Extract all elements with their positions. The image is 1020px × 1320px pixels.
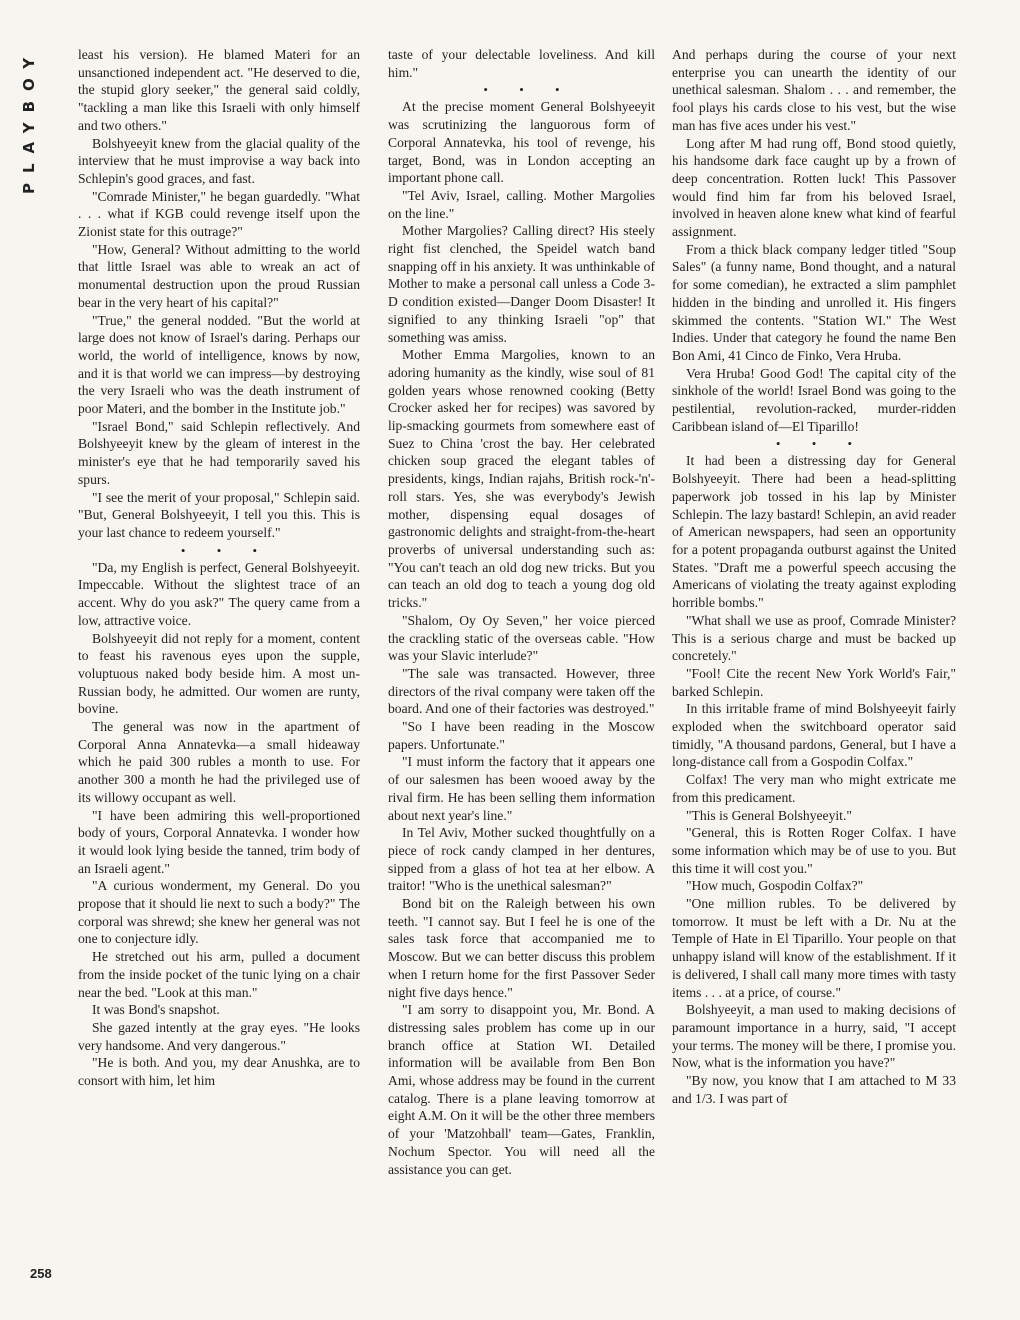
article-paragraph: She gazed intently at the gray eyes. "He looks very handsome. And very dangerous.": [78, 1019, 360, 1053]
article-column-2: [388, 46, 655, 1286]
article-paragraph: "The sale was transacted. However, three directors of the rival company were taken off the board. And one of their factories was destroyed.": [388, 665, 655, 717]
article-paragraph: "How, General? Without admitting to the world that little Israel was able to wreak an act of monumental destruction upon the proud Russian bear in the very heart of his capital?": [78, 241, 360, 310]
article-paragraph: Long after M had rung off, Bond stood quietly, his handsome dark face caught up by a frown of deep concentration. Rotten luck! This Passover would find him far from his beloved Israel, involved in heaven alone knew what kind of fearful assignment.: [672, 135, 956, 240]
article-paragraph: "I have been admiring this well-proportioned body of yours, Corporal Annatevka. I wonder how it would look lying beside the tanned, trim body of an Israeli agent.": [78, 807, 360, 876]
article-paragraph: "General, this is Rotten Roger Colfax. I have some information which may be of use to you. But this time it will cost you.": [672, 825, 956, 876]
article-paragraph: "True," the general nodded. "But the world at large does not know of Israel's daring. Perhaps our world, the world of intelligence, knows by now, and it is that world we can impress—by destroying the very Israeli who was the death instrument of poor Materi, and the bomber in the Institute job.": [78, 312, 360, 417]
section-break: • • •: [483, 82, 574, 98]
section-break: • • •: [180, 542, 272, 558]
article-paragraph: Mother Margolies? Calling direct? His steely right fist clenched, the Speidel watch band snapping off in his anxiety. It was unthinkable of Mother to make a personal call unless a Code 3-D condition existed—Danger Doom Disaster! It signified to any thinking Israeli "op" that something was amiss.: [388, 223, 655, 345]
article-paragraph: "Fool! Cite the recent New York World's Fair," barked Schlepin.: [672, 665, 956, 699]
article-paragraph: "One million rubles. To be delivered by tomorrow. It must be left with a Dr. Nu at the Temple of Hate in El Tiparillo. Your people on that unhappy island will know of the establishment. If it is delivered, I shall call many more times with tasty items . . . at a price, of course.": [672, 896, 956, 1000]
article-paragraph: At the precise moment General Bolshyeeyit was scrutinizing the languorous form of Corporal Annatevka, his tool of revenge, his target, Bond, was in London accepting an important phone call.: [388, 99, 655, 186]
article-paragraph: Bolshyeeyit knew from the glacial quality of the interview that he must improvise a way back into Schlepin's good graces, and fast.: [78, 135, 360, 186]
article-column-1: [78, 46, 360, 1286]
article-paragraph: "Da, my English is perfect, General Bolshyeeyit. Impeccable. Without the slightest trace of an accent. Why do you ask?" The query came from a low, attractive voice.: [78, 559, 360, 628]
section-break: • • •: [775, 436, 867, 452]
article-paragraph: The general was now in the apartment of Corporal Anna Annatevka—a small hideaway which he paid 300 rubles a month to use. For another 300 a month he had the privileged use of its willowy occupant as well.: [78, 719, 360, 805]
article-paragraph: "This is General Bolshyeeyit.": [686, 807, 852, 823]
article-paragraph: "So I have been reading in the Moscow papers. Unfortunate.": [388, 719, 655, 752]
article-paragraph: In this irritable frame of mind Bolshyeeyit fairly exploded when the switchboard operator said timidly, "A thousand pardons, General, but I have a long-distance call from a Gospodin Colfax.": [672, 701, 956, 770]
article-paragraph: "A curious wonderment, my General. Do you propose that it should lie next to such a body?" The corporal was shrewd; she knew her general was not one to conjecture idly.: [78, 878, 360, 947]
article-paragraph: Bond bit on the Raleigh between his own teeth. "I cannot say. But I feel he is one of the sales task force that accompanied me to Moscow. But we can better discuss this problem when I return home for the first Passover Seder night five days hence.": [388, 896, 655, 1000]
article-paragraph: "How much, Gospodin Colfax?": [686, 878, 864, 894]
page-number: 258: [30, 1266, 52, 1281]
article-paragraph: "He is both. And you, my dear Anushka, are to consort with him, let him: [78, 1055, 360, 1089]
article-paragraph: "Tel Aviv, Israel, calling. Mother Margolies on the line.": [388, 187, 655, 221]
article-paragraph: Bolshyeeyit, a man used to making decisions of paramount importance in a hurry, said, "I accept your terms. The money will be there, I promise you. Now, what is the information you have?": [672, 1002, 956, 1071]
article-paragraph: Bolshyeeyit did not reply for a moment, content to feast his ravenous eyes upon the supple, voluptuous naked body beside him. A most un-Russian body, he admitted. Our women are runty, bovine.: [78, 630, 360, 717]
article-paragraph: "I am sorry to disappoint you, Mr. Bond. A distressing sales problem has come up in our branch office at Station WI. Detailed information will be available from Ben Bon Ami, whose address may be found in the current catalog. There is a plane leaving tomorrow at eight A.M. On it will be the other three members of your 'Matzohball' team—Gates, Franklin, Nochum Spector. You will need all the assistance you can get.: [388, 1002, 655, 1177]
article-paragraph: taste of your delectable loveliness. And kill him.": [388, 47, 655, 80]
article-paragraph: It had been a distressing day for General Bolshyeeyit. There had been a head-splitting paperwork job tossed in his lap by Minister Schlepin. The lazy bastard! Schlepin, an avid reader of American newspapers, had seen an opportunity for a potent propaganda outburst against the United States. "Draft me a powerful speech accusing the Americans of violating the treaty against exploding horrible bombs.": [672, 453, 956, 611]
article-paragraph: "I see the merit of your proposal," Schlepin said. "But, General Bolshyeeyit, I tell you this. This is your last chance to redeem yourself.": [78, 489, 360, 540]
article-paragraph: "Israel Bond," said Schlepin reflectively. And Bolshyeeyit knew by the gleam of interest in the minister's eye that he had temporarily saved his spurs.: [78, 418, 360, 487]
article-paragraph: Mother Emma Margolies, known to an adoring humanity as the kindly, wise soul of 81 golden years whose renowned cooking (Betty Crocker asked her for recipes) was savored by lip-smacking gourmets from somewhere east of Suez to China 'crost the bay. Her celebrated chicken soup graced the elegant tables of presidents, kings, Indian rajahs, British rock-'n'-roll stars. Yes, she was everybody's Jewish mother, dispensing equal dosages of gastronomic delights and straight-from-the-heart proverbs of universal understanding such as: "You can't teach an old dog new tricks. But you can teach an old dog to teach a young dog old tricks.": [388, 347, 655, 611]
article-paragraph: Colfax! The very man who might extricate me from this predicament.: [672, 772, 956, 805]
article-paragraph: least his version). He blamed Materi for an unsanctioned independent act. "He deserved to die, the stupid glory seeker," the general said coldly, "tackling a man like this Israeli with only himself and two others.": [78, 47, 360, 133]
article-paragraph: "Shalom, Oy Oy Seven," her voice pierced the crackling static of the overseas cable. "How was your Slavic interlude?": [388, 612, 655, 664]
article-paragraph: "Comrade Minister," he began guardedly. "What . . . what if KGB could revenge itself upon the Zionist state for this outrage?": [78, 188, 360, 240]
article-paragraph: Vera Hruba! Good God! The capital city of the sinkhole of the world! Israel Bond was going to the pestilential, revolution-racked, murder-ridden Caribbean island of—El Tiparillo!: [672, 365, 956, 434]
article-paragraph: In Tel Aviv, Mother sucked thoughtfully on a piece of rock candy clamped in her dentures, sipped from a glass of hot tea at her elbow. A traitor! "Who is the unethical salesman?": [388, 825, 655, 894]
article-paragraph: "What shall we use as proof, Comrade Minister? This is a serious charge and must be backed up concretely.": [672, 612, 956, 664]
article-column-3: [672, 46, 956, 1286]
article-paragraph: From a thick black company ledger titled "Soup Sales" (a funny name, Bond thought, and a natural for some comedian), he extracted a slim pamphlet hidden in the binding and unrolled it. His fingers skimmed the contents. "Station WI." The West Indies. Under that category he found the name Ben Bon Ami, 41 Cinco de Finko, Vera Hruba.: [672, 241, 956, 363]
article-paragraph: He stretched out his arm, pulled a document from the inside pocket of the tunic lying on a chair near the bed. "Look at this man.": [78, 949, 360, 1000]
magazine-masthead: PLAYBOY: [20, 47, 38, 194]
article-paragraph: It was Bond's snapshot.: [92, 1002, 220, 1018]
article-paragraph: "By now, you know that I am attached to M 33 and 1/3. I was part of: [672, 1073, 956, 1106]
article-paragraph: And perhaps during the course of your next enterprise you can unearth the identity of our unethical salesman. Shalom . . . and remember, the fool plays his cards close to his vest, but the wise man has five aces under his vest.": [672, 47, 956, 133]
article-paragraph: "I must inform the factory that it appears one of our salesmen has been wooed away by the rival firm. He has been selling them information about next year's line.": [388, 754, 655, 823]
